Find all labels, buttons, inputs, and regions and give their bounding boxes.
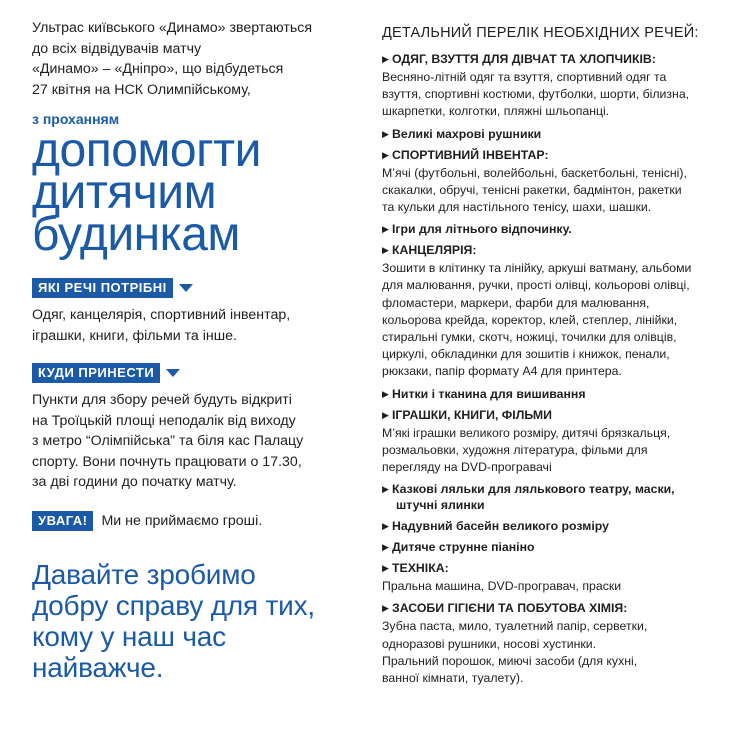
where-bring-line: на Троїцькій площі неподалік від виходу <box>32 412 296 429</box>
list-item-head <box>382 221 727 237</box>
description-line: Зубна паста, мило, туалетний папір, серветки, <box>382 619 648 634</box>
description-line: та кульки для настільного тенісу, шахи, шашки. <box>382 200 652 215</box>
list-item <box>382 407 727 477</box>
description-line: Пральний порошок, миючі засоби (для кухні, <box>382 653 638 668</box>
description-line: перегляду на DVD-програвачі <box>382 460 552 475</box>
bullet-arrow-icon: ▶ <box>382 224 389 235</box>
description-line: рюкзаки, папір формату А4 для принтера. <box>382 364 622 379</box>
where-bring-line: спорту. Вони почнуть працювати о 17.30, <box>32 453 302 470</box>
list-item <box>382 242 727 380</box>
headline-line: будинкам <box>32 208 240 261</box>
headline-line: допомогти <box>32 124 261 177</box>
with-request-text: з проханням <box>32 111 120 127</box>
description-line: Весняно-літній одяг та взуття, спортивний одяг та <box>382 70 667 84</box>
list-item-title: ОДЯГ, ВЗУТТЯ ДЛЯ ДІВЧАТ ТА ХЛОПЧИКІВ: <box>392 52 656 66</box>
items-list <box>382 51 727 687</box>
right-column <box>382 25 727 692</box>
list-item-description <box>382 165 727 217</box>
description-line: Зошити в клітинку та лінійку, аркуші ватману, альбоми <box>382 261 692 276</box>
bullet-arrow-icon: ▶ <box>382 409 389 420</box>
description-line: циркулі, обкладинки для зошитів і книжок, пенали, <box>382 347 670 362</box>
list-item-head <box>382 386 727 402</box>
list-item-title: ІГРАШКИ, КНИГИ, ФІЛЬМИ <box>392 407 552 422</box>
description-line: шкарпетки, колготки, пляжні шльопанці. <box>382 104 610 119</box>
bullet-arrow-icon: ▶ <box>382 542 389 553</box>
list-item <box>382 600 727 687</box>
list-item <box>382 147 727 217</box>
closing-line: кому у наш час <box>32 620 226 652</box>
intro-line: Ультрас київського «Динамо» звертаються <box>32 20 313 36</box>
list-item-title: ТЕХНІКА: <box>392 561 449 576</box>
intro-line: до всіх відвідувачів матчу <box>32 40 202 57</box>
list-item-title: Великі махрові рушники <box>392 126 542 141</box>
list-item <box>382 560 727 595</box>
description-line: Пральна машина, DVD-програвач, праски <box>382 579 622 594</box>
list-item-head <box>382 407 727 423</box>
list-item <box>382 51 727 121</box>
bullet-arrow-icon: ▶ <box>382 149 389 160</box>
list-item-title-continued: штучні ялинки <box>396 498 485 513</box>
bullet-arrow-icon: ▶ <box>382 128 389 139</box>
description-line: стиральні гумки, скотч, ножиці, точилки для олівців, <box>382 330 677 345</box>
what-needed-header <box>32 278 342 298</box>
description-line: кольорова крейда, коректор, клей, степлер, лінійки, <box>382 312 678 327</box>
list-item-description <box>382 260 727 380</box>
description-line: для малювання, ручки, прості олівці, кольорові олівці, <box>382 278 690 293</box>
bullet-arrow-icon: ▶ <box>382 563 389 574</box>
list-item-title: Надувний басейн великого розміру <box>392 519 609 534</box>
description-line: М’які іграшки великого розміру, дитячі брязкальця, <box>382 425 671 440</box>
bullet-arrow-icon: ▶ <box>382 388 389 399</box>
notice <box>32 511 342 531</box>
list-item-title: Казкові ляльки для лялькового театру, маски, <box>392 482 675 497</box>
triangle-down-icon <box>179 284 193 292</box>
list-item-title: Нитки і тканина для вишивання <box>392 386 586 401</box>
where-bring-line: Пункти для збору речей будуть відкриті <box>32 392 292 408</box>
where-bring-text <box>32 390 342 493</box>
list-item-head <box>382 51 727 67</box>
description-line: взуття, спортивні костюми, футболки, шорти, білизна, <box>382 87 690 102</box>
list-item <box>382 221 727 237</box>
what-needed-line: Одяг, канцелярія, спортивний інвентар, <box>32 307 291 323</box>
where-bring-line: за дві години до початку матчу. <box>32 474 237 490</box>
description-line: розмальовки, художня література, фільми для <box>382 442 648 457</box>
list-title: ДЕТАЛЬНИЙ ПЕРЕЛІК НЕОБХІДНИХ РЕЧЕЙ: <box>382 25 699 41</box>
list-item-description <box>382 69 727 121</box>
closing-line: добру справу для тих, <box>32 589 315 621</box>
list-item <box>382 481 727 513</box>
list-item-head <box>382 242 727 258</box>
where-bring-header <box>32 363 342 383</box>
closing-line: Давайте зробимо <box>32 558 256 590</box>
what-needed-label: ЯКІ РЕЧІ ПОТРІБНІ <box>32 278 173 298</box>
where-bring-label: КУДИ ПРИНЕСТИ <box>32 363 160 383</box>
list-item-head <box>382 539 727 555</box>
list-item <box>382 518 727 534</box>
intro-text <box>32 18 342 100</box>
intro-line: «Динамо» – «Дніпро», що відбудеться <box>32 61 284 77</box>
list-item-description <box>382 578 727 595</box>
list-item-head <box>382 518 727 534</box>
notice-text: Ми не приймаємо гроші. <box>101 512 263 529</box>
bullet-arrow-icon: ▶ <box>382 484 389 495</box>
bullet-arrow-icon: ▶ <box>382 521 389 532</box>
description-line: фломастери, маркери, фарби для малювання, <box>382 295 650 310</box>
closing-text <box>32 559 342 683</box>
list-item <box>382 386 727 402</box>
list-item-title: СПОРТИВНИЙ ІНВЕНТАР: <box>392 147 549 162</box>
left-column <box>32 18 342 683</box>
list-item-head <box>382 147 727 163</box>
list-item-title: ЗАСОБИ ГІГІЄНИ ТА ПОБУТОВА ХІМІЯ: <box>392 601 628 616</box>
description-line: М’ячі (футбольні, волейбольні, баскетбольні, тенісні), <box>382 165 687 180</box>
what-needed-line: іграшки, книги, фільми та інше. <box>32 327 237 344</box>
headline <box>32 124 342 261</box>
description-line: одноразові рушники, носові хустинки. <box>382 636 597 651</box>
list-item-head <box>382 600 727 616</box>
bullet-arrow-icon: ▶ <box>382 54 389 64</box>
bullet-arrow-icon: ▶ <box>382 603 389 614</box>
triangle-down-icon <box>166 369 180 377</box>
list-item <box>382 539 727 555</box>
where-bring-line: з метро “Олімпійська” та біля кас Палацу <box>32 433 304 449</box>
list-item-head <box>382 126 727 142</box>
description-line: скакалки, обручі, тенісні ракетки, бадмінтон, ракетки <box>382 182 682 197</box>
list-item-title: Дитяче струнне піаніно <box>392 540 535 555</box>
list-item-title: КАНЦЕЛЯРІЯ: <box>392 243 477 258</box>
bullet-arrow-icon: ▶ <box>382 245 389 256</box>
list-item-description <box>382 425 727 477</box>
intro-line: 27 квітня на НСК Олимпійському, <box>32 81 251 98</box>
list-item-head <box>382 560 727 576</box>
closing-line: найважче. <box>32 651 164 683</box>
list-item-head <box>382 481 727 497</box>
what-needed-text <box>32 305 342 346</box>
list-item <box>382 126 727 142</box>
list-item-title: Ігри для літнього відпочинку. <box>392 222 572 237</box>
description-line: ванної кімнати, туалету). <box>382 671 524 686</box>
notice-label: УВАГА! <box>32 511 93 531</box>
list-item-description <box>382 618 727 687</box>
headline-line: дитячим <box>32 166 217 219</box>
